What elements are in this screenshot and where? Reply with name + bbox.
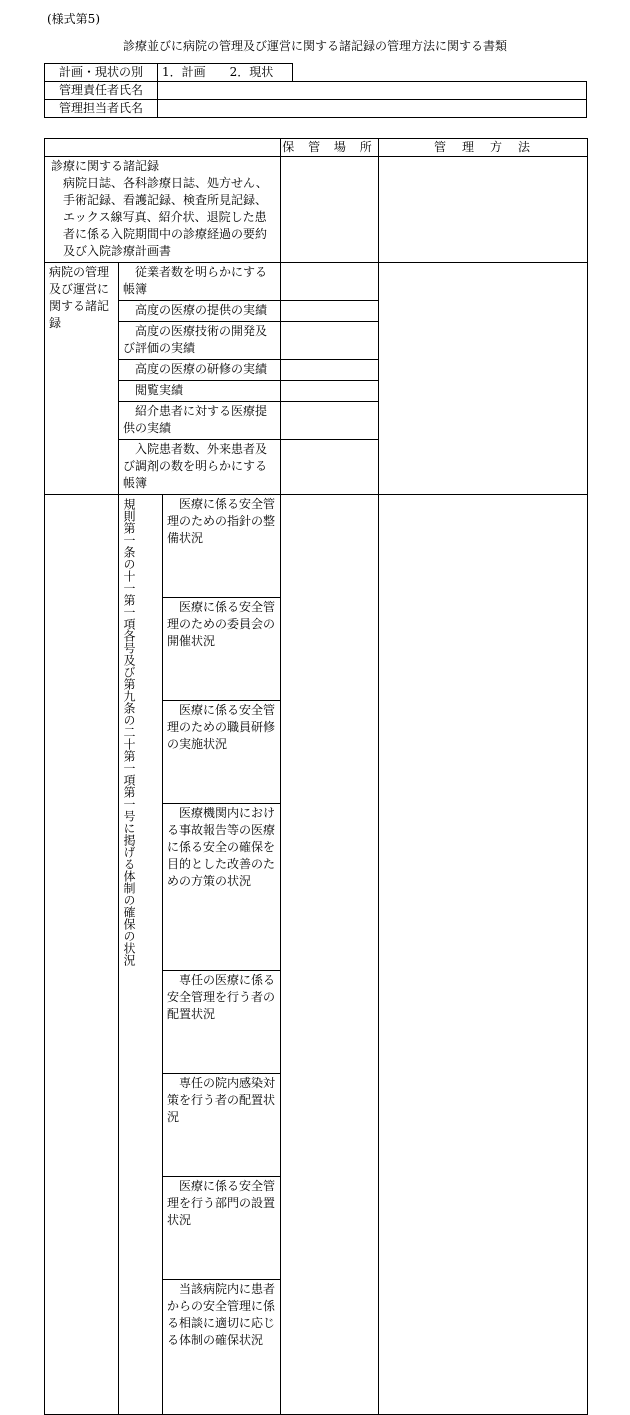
safety-item: 医療に係る安全管理のための指針の整備状況 [163, 495, 281, 598]
safety-item: 医療に係る安全管理のための委員会の開催状況 [163, 598, 281, 701]
safety-item [163, 1280, 281, 1415]
records-table [44, 138, 588, 1415]
mgmt-item: 高度の医療の提供の実績 [119, 301, 281, 322]
safety-storage [281, 495, 379, 1415]
mgmt-storage [281, 402, 379, 440]
plan-status-label: 計画・現状の別 [45, 64, 158, 82]
form-number: (様式第5) [47, 10, 100, 27]
safety-item: 医療に係る安全管理のための職員研修の実施状況 [163, 701, 281, 804]
page-title: 診療並びに病院の管理及び運営に関する諸記録の管理方法に関する書類 [0, 37, 630, 54]
clinical-storage [281, 157, 379, 263]
method-header: 管 理 方 法 [379, 139, 588, 157]
manager-name-label: 管理責任者氏名 [45, 82, 158, 100]
mgmt-item: 従業者数を明らかにする帳簿 [119, 263, 281, 301]
header-table [44, 63, 587, 118]
staff-name-value [158, 100, 587, 118]
safety-label: 規則第一条の十一第一項各号及び第九条の二十第一項第一号に掲げる体制の確保の状況 [119, 495, 139, 1414]
safety-item: 専任の院内感染対策を行う者の配置状 [163, 1073, 281, 1176]
mgmt-item: 高度の医療の研修の実績 [119, 360, 281, 381]
mgmt-item: 高度の医療技術の開発及び評価の実績 [119, 322, 281, 360]
hospital-mgmt-label: 病院の管理及び運営に関する諸記録 [45, 263, 119, 495]
clinical-records-cell [45, 157, 281, 263]
clinical-records-detail: 病院日誌、各科診療日誌、処方せん、手術記録、看護記録、検査所見記録、エックス線写真、紹介状、退院した患者に係る入院期間中の診療経過の要約及び入院診療計画書 [49, 175, 276, 260]
mgmt-storage [281, 263, 379, 301]
manager-name-value [158, 82, 587, 100]
mgmt-method [379, 263, 588, 495]
mgmt-storage [281, 322, 379, 360]
clinical-records-title: 診療に関する諸記録 [49, 158, 276, 175]
mgmt-item: 入院患者数、外来患者及び調剤の数を明らかにする帳簿 [119, 440, 281, 495]
mgmt-storage [281, 440, 379, 495]
mgmt-item: 閲覧実績 [119, 381, 281, 402]
mgmt-storage [281, 301, 379, 322]
plan-status-value: 1．計画 2．現状 [158, 64, 293, 82]
safety-label-cell [119, 495, 163, 1415]
storage-header: 保 管 場 所 [281, 139, 379, 157]
safety-item: 医療機関内における事故報告等の医療に係る安全の確保を目的とした改善のための方策の状況 [163, 804, 281, 971]
safety-method [379, 495, 588, 1415]
safety-item [163, 1176, 281, 1279]
mgmt-storage [281, 381, 379, 402]
staff-name-label: 管理担当者氏名 [45, 100, 158, 118]
safety-item: 専任の医療に係る安全管理を行う者の配置状況 [163, 970, 281, 1073]
clinical-method [379, 157, 588, 263]
mgmt-storage [281, 360, 379, 381]
mgmt-item: 紹介患者に対する医療提供の実績 [119, 402, 281, 440]
